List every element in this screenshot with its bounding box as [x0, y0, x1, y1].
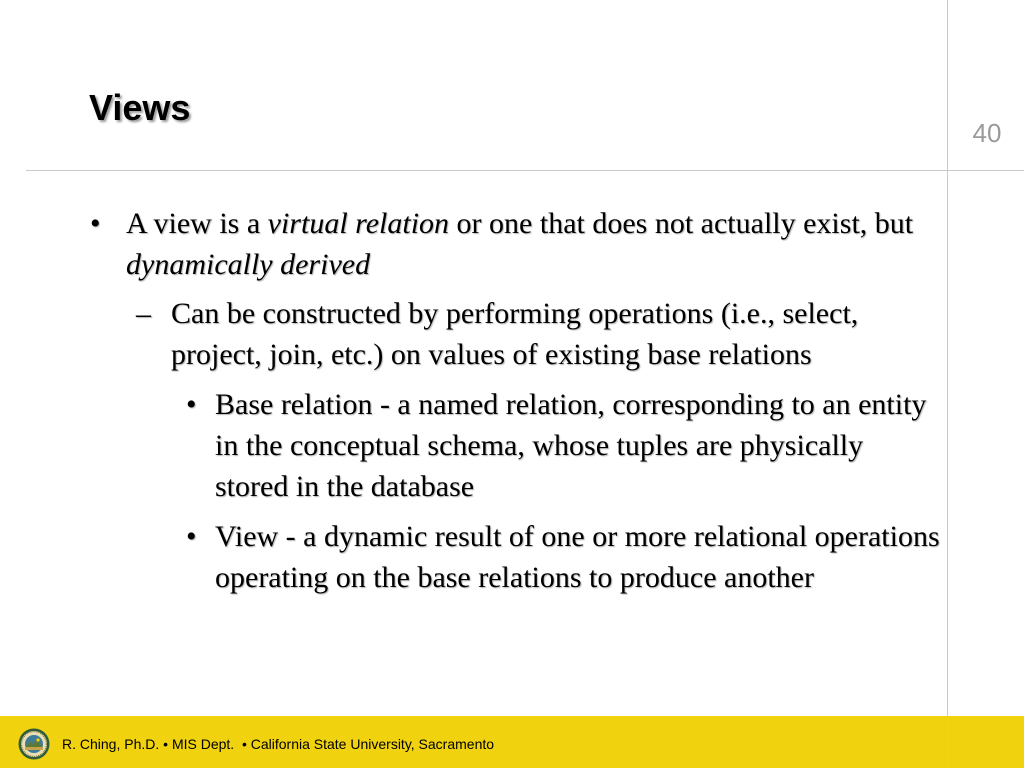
bullet-level-3 — [184, 384, 940, 507]
bullet-text-part: A view is a — [126, 207, 268, 240]
bullet-level-2 — [132, 293, 940, 375]
dash-marker: – — [136, 297, 151, 330]
bullet-marker: • — [90, 207, 101, 240]
bullet-marker: • — [186, 520, 197, 553]
footer-bar — [0, 716, 947, 768]
bullet-text-italic: virtual relation — [267, 207, 450, 240]
bullet-level-3 — [184, 516, 940, 598]
bullet-marker: • — [186, 388, 197, 421]
footer-bar-right — [948, 716, 1024, 768]
bullet-level-1 — [80, 203, 940, 285]
vertical-divider — [947, 0, 948, 768]
university-seal-icon — [18, 728, 50, 760]
bullet-text-part: or one that does not actually exist, but — [449, 207, 914, 240]
bullet-text: View - a dynamic result of one or more relational operations operating on the base relations to produce another — [215, 520, 940, 594]
slide-title: Views — [89, 87, 191, 128]
bullet-text: Base relation - a named relation, corresponding to an entity in the conceptual schema, whose tuples are physically stored in the database — [215, 388, 927, 503]
page-number: 40 — [972, 118, 1002, 148]
bullet-text-italic: dynamically derived — [126, 248, 371, 281]
footer-text: R. Ching, Ph.D. • MIS Dept. • California State University, Sacramento — [62, 736, 495, 752]
bullet-text: Can be constructed by performing operations (i.e., select, project, join, etc.) on values of existing base relations — [171, 297, 859, 371]
slide-body — [80, 203, 940, 598]
horizontal-divider — [26, 170, 1024, 171]
bullet-text — [126, 203, 940, 285]
